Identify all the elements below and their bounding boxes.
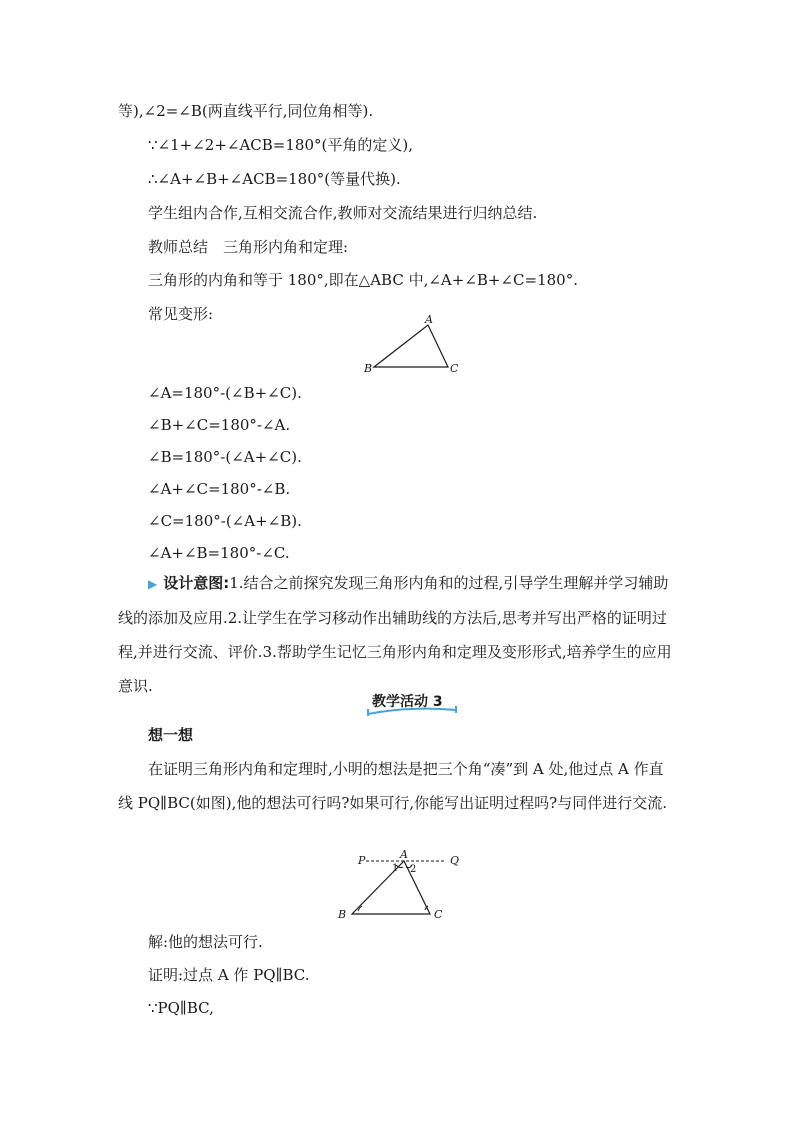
line-4: 学生组内合作,互相交流合作,教师对交流结果进行归纳总结. [148,204,538,222]
formula-1: ∠A=180°-(∠B+∠C). [148,384,302,402]
label-B2: B [338,908,347,921]
activity-heading [364,690,460,720]
line-6: 三角形的内角和等于 180°,即在△ABC 中,∠A+∠B+∠C=180°. [148,271,578,289]
line-1: 等),∠2=∠B(两直线平行,同位角相等). [118,102,374,120]
line-5: 教师总结 三角形内角和定理: [148,238,349,256]
answer-line: 解:他的想法可行. [148,933,263,951]
design-intent [118,566,678,703]
formula-3: ∠B=180°-(∠A+∠C). [148,448,302,466]
play-triangle-icon: ▶ [148,577,158,591]
label-C2: C [434,908,443,921]
triangle-figure-2 [330,848,465,923]
design-intent-label: 设计意图: [163,574,230,592]
label-C: C [450,362,459,375]
activity-question [118,752,678,820]
label-A2: A [400,848,408,861]
label-2: 2 [410,864,417,875]
line-7: 常见变形: [148,305,214,323]
proof-line-2: ∵PQ∥BC, [148,999,214,1017]
proof-line: 证明:过点 A 作 PQ∥BC. [148,966,310,984]
label-A: A [425,313,433,326]
line-3: ∴∠A+∠B+∠ACB=180°(等量代换). [148,170,401,188]
label-B: B [364,362,373,375]
formula-4: ∠A+∠C=180°-∠B. [148,480,291,498]
question-text: 在证明三角形内角和定理时,小明的想法是把三个角“凑”到 A 处,他过点 A 作直线 PQ∥BC(如图),他的想法可行吗?如果可行,你能写出证明过程吗?与同伴进行交流. [118,760,667,812]
label-Q: Q [450,854,460,867]
activity-title: 教学活动 3 [372,694,443,710]
triangle-figure-1 [360,312,470,378]
label-P: P [358,854,366,867]
formula-6: ∠A+∠B=180°-∠C. [148,544,290,562]
design-intent-text: 1.结合之前探究发现三角形内角和的过程,引导学生理解并学习辅助线的添加及应用.2.让学生在学习移动作出辅助线的方法后,思考并写出严格的证明过程,并进行交流、评价.3.帮助学生记忆三角形内角和定理及变形形式,培养学生的应用意识. [118,574,672,695]
subtitle-think: 想一想 [148,726,194,744]
heading-swoosh-icon [364,690,460,720]
line-2: ∵∠1+∠2+∠ACB=180°(平角的定义), [148,136,413,154]
label-1: 1 [392,863,399,874]
formula-5: ∠C=180°-(∠A+∠B). [148,512,302,530]
formula-2: ∠B+∠C=180°-∠A. [148,416,291,434]
